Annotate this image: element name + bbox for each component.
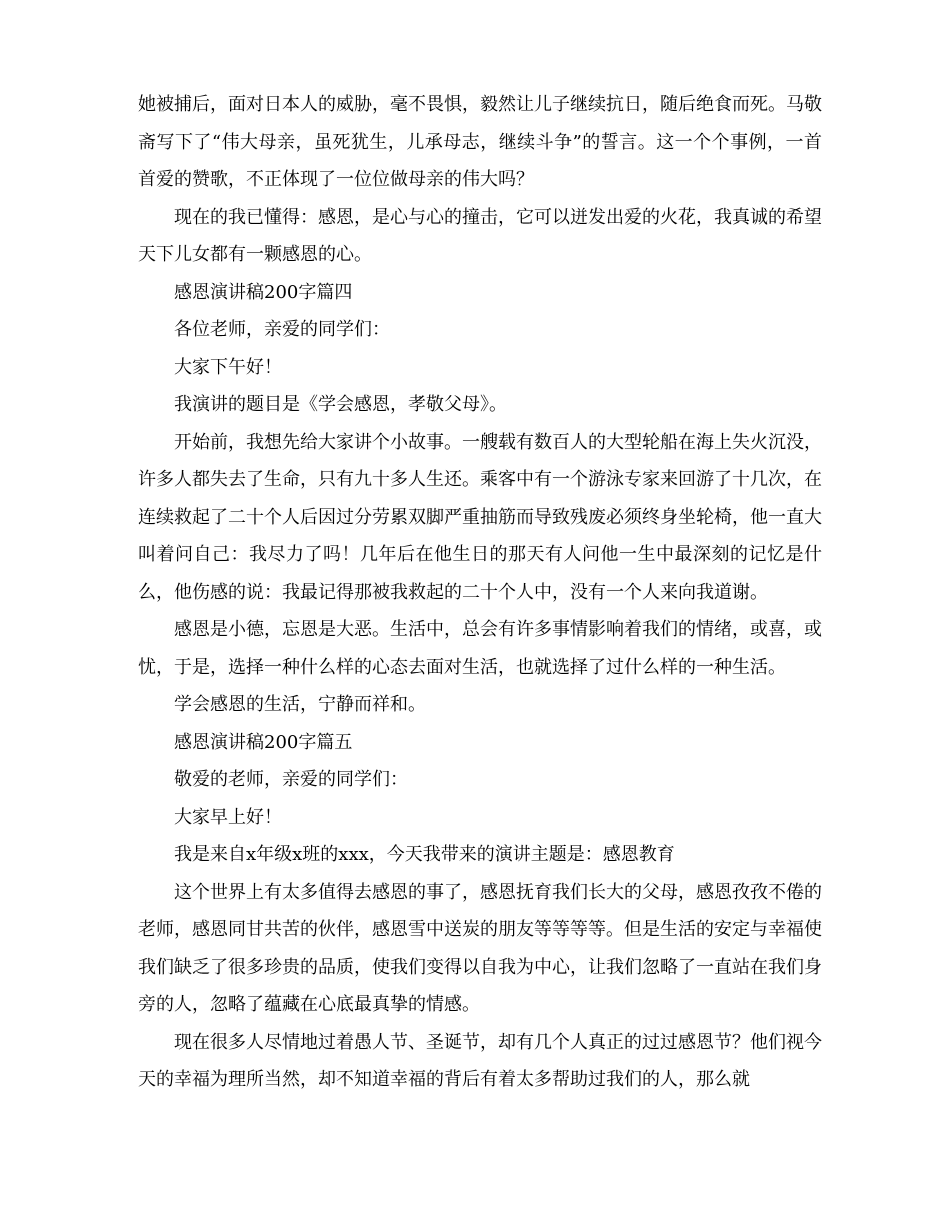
paragraph: 现在的我已懂得：感恩，是心与心的撞击，它可以迸发出爱的火花，我真诚的希望天下儿女都有一颗感恩的心。 (138, 206, 822, 265)
paragraph: 学会感恩的生活，宁静而祥和。 (174, 694, 426, 715)
greeting: 大家下午好！ (174, 356, 282, 378)
greeting: 大家早上好！ (174, 806, 282, 828)
paragraph: 我是来自x年级x班的xxx，今天我带来的演讲主题是：感恩教育 (174, 844, 675, 865)
paragraph: 开始前，我想先给大家讲个小故事。一艘载有数百人的大型轮船在海上失火沉没，许多人都失去了生命，只有九十多人生还。乘客中有一个游泳专家来回游了十几次，在连续救起了二十个人后因过分劳累双脚严重抽筋而导致残废必须终身坐轮椅，他一直大叫着问自己：我尽力了吗！几年后在他生日的那天有人问他一生中最深刻的记忆是什么，他伤感的说：我最记得那被我救起的二十个人中，没有一个人来向我道谢。 (138, 431, 822, 603)
section-heading: 感恩演讲稿200字篇五 (174, 731, 353, 753)
paragraph: 感恩是小德，忘恩是大恶。生活中，总会有许多事情影响着我们的情绪，或喜，或忧，于是，选择一种什么样的心态去面对生活，也就选择了过什么样的一种生活。 (138, 619, 822, 678)
section-heading: 感恩演讲稿200字篇四 (174, 281, 353, 303)
paragraph: 这个世界上有太多值得去感恩的事了，感恩抚育我们长大的父母，感恩孜孜不倦的老师，感恩同甘共苦的伙伴，感恩雪中送炭的朋友等等等等。但是生活的安定与幸福使我们缺乏了很多珍贵的品质，使我们变得以自我为中心，让我们忽略了一直站在我们身旁的人，忽略了蕴藏在心底最真挚的情感。 (138, 881, 822, 1015)
paragraph-continuation: 她被捕后，面对日本人的威胁，毫不畏惧，毅然让儿子继续抗日，随后绝食而死。马敬斋写下了“伟大母亲，虽死犹生，儿承母志，继续斗争”的誓言。这一个个事例，一首首爱的赞歌，不正体现了一位位做母亲的伟大吗？ (138, 94, 822, 190)
document-body (138, 86, 822, 1099)
salutation: 各位老师，亲爱的同学们： (174, 319, 390, 340)
paragraph: 现在很多人尽情地过着愚人节、圣诞节，却有几个人真正的过过感恩节？他们视今天的幸福为理所当然，却不知道幸福的背后有着太多帮助过我们的人，那么就 (138, 1031, 822, 1090)
salutation: 敬爱的老师，亲爱的同学们： (174, 769, 408, 790)
paragraph: 我演讲的题目是《学会感恩，孝敬父母》。 (174, 394, 507, 415)
